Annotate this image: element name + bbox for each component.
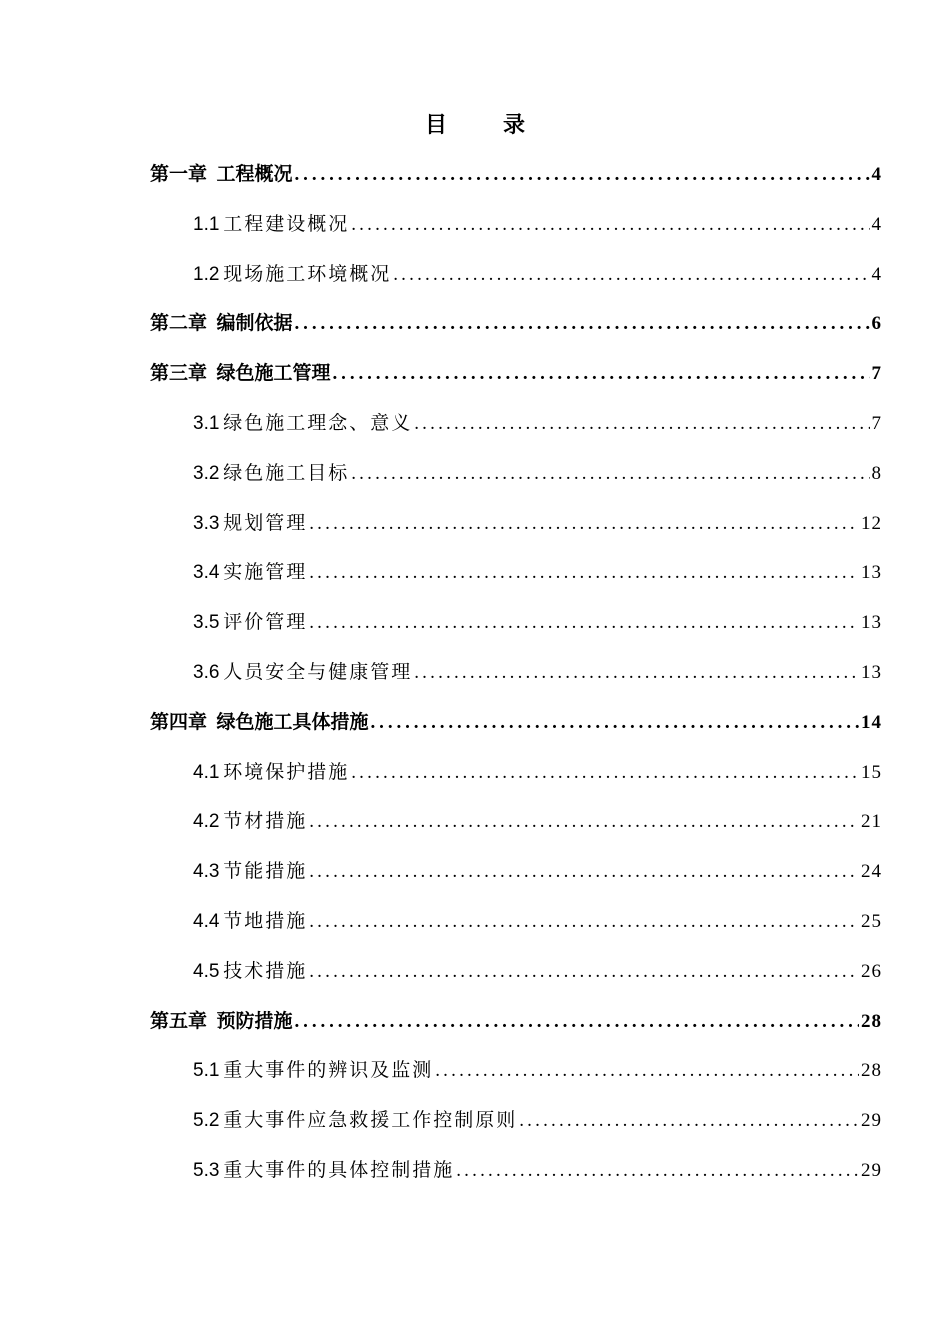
toc-page-number: 12	[861, 512, 882, 534]
toc-entry-number: 4.3	[193, 861, 220, 883]
toc-entry-text: 工程建设概况	[223, 212, 350, 235]
toc-dot-leader	[454, 1156, 859, 1186]
toc-page-number: 28	[861, 1060, 882, 1082]
toc-dot-leader	[307, 957, 859, 987]
toc-section-entry[interactable]	[193, 509, 882, 539]
toc-page-number: 4	[871, 164, 882, 185]
toc-entry-number: 3.4	[193, 562, 220, 584]
toc-entry-label	[193, 957, 307, 987]
toc-dot-leader	[293, 160, 870, 190]
toc-entry-text: 重大事件的具体控制措施	[223, 1159, 455, 1181]
toc-section-entry[interactable]	[193, 758, 882, 788]
toc-entry-label	[193, 459, 349, 489]
toc-entry-text: 实施管理	[223, 561, 308, 584]
toc-entry-number: 3.6	[193, 662, 220, 683]
toc-page-number: 21	[861, 811, 882, 833]
toc-section-entry[interactable]	[193, 957, 882, 987]
toc-page-number: 7	[871, 363, 882, 385]
toc-entry-number: 3.2	[193, 462, 220, 484]
toc-dot-leader	[331, 359, 870, 389]
toc-page-number: 15	[861, 761, 882, 783]
toc-entry-label	[193, 558, 307, 588]
toc-entry-label	[150, 708, 369, 738]
toc-dot-leader	[349, 459, 869, 489]
toc-section-entry[interactable]	[193, 608, 882, 638]
toc-entry-text: 重大事件的辨识及监测	[223, 1059, 434, 1082]
toc-entry-text: 规划管理	[223, 511, 308, 534]
toc-section-entry[interactable]	[193, 558, 882, 588]
toc-dot-leader	[293, 309, 870, 339]
toc-entry-label	[193, 807, 307, 837]
toc-page-number: 29	[861, 1160, 882, 1181]
toc-entry-label	[150, 309, 293, 339]
toc-dot-leader	[412, 409, 869, 439]
toc-dot-leader	[391, 260, 869, 290]
toc-section-entry[interactable]	[193, 260, 882, 290]
toc-chapter-entry[interactable]	[150, 160, 882, 190]
toc-entry-label	[150, 359, 331, 389]
toc-entry-text: 节能措施	[223, 860, 308, 883]
toc-entry-number: 3.5	[193, 612, 220, 634]
toc-dot-leader	[349, 758, 859, 788]
toc-section-entry[interactable]	[193, 907, 882, 937]
toc-section-entry[interactable]	[193, 1056, 882, 1086]
toc-entry-number: 4.2	[193, 811, 220, 833]
toc-page-number: 26	[861, 960, 882, 982]
toc-entry-label	[193, 758, 349, 788]
toc-entry-number: 1.1	[193, 213, 220, 235]
toc-page-number: 6	[871, 313, 882, 335]
toc-entry-label	[150, 1007, 293, 1037]
toc-entry-text: 环境保护措施	[223, 760, 350, 783]
toc-dot-leader	[433, 1056, 859, 1086]
toc-entry-text: 现场施工环境概况	[223, 262, 392, 285]
toc-dot-leader	[307, 857, 859, 887]
toc-section-entry[interactable]	[193, 658, 882, 688]
toc-entry-number: 第二章	[150, 313, 208, 335]
toc-dot-leader	[307, 558, 859, 588]
toc-entry-label	[193, 1156, 454, 1186]
toc-page-number: 25	[861, 911, 882, 932]
toc-entry-label	[193, 210, 349, 240]
toc-entry-text: 预防措施	[216, 1009, 293, 1032]
toc-entry-number: 1.2	[193, 263, 220, 285]
toc-section-entry[interactable]	[193, 210, 882, 240]
toc-entry-number: 第四章	[150, 711, 208, 733]
toc-entry-label	[193, 857, 307, 887]
toc-entry-label	[193, 509, 307, 539]
toc-dot-leader	[307, 807, 859, 837]
toc-title	[0, 108, 950, 139]
toc-entry-text: 绿色施工管理	[216, 362, 331, 385]
toc-entry-text: 绿色施工目标	[223, 461, 350, 484]
toc-entry-number: 4.4	[193, 911, 220, 932]
toc-entry-number: 第一章	[150, 164, 208, 185]
toc-entry-number: 4.5	[193, 960, 220, 982]
toc-entry-label	[193, 658, 412, 688]
toc-page-number: 4	[871, 213, 882, 235]
toc-page-number: 13	[861, 562, 882, 584]
toc-section-entry[interactable]	[193, 459, 882, 489]
toc-entry-number: 5.2	[193, 1110, 220, 1132]
toc-entry-number: 5.3	[193, 1160, 220, 1181]
toc-dot-leader	[517, 1106, 859, 1136]
toc-page-number: 13	[861, 662, 882, 683]
toc-page-number: 7	[871, 413, 882, 434]
toc-page-number: 4	[871, 263, 882, 285]
toc-dot-leader	[307, 509, 859, 539]
toc-title-right: 录	[503, 113, 526, 138]
toc-entry-label	[193, 1106, 517, 1136]
toc-entry-text: 绿色施工理念、意义	[223, 412, 413, 434]
toc-entry-number: 第三章	[150, 363, 208, 385]
toc-entry-text: 工程概况	[216, 163, 293, 185]
toc-section-entry[interactable]	[193, 857, 882, 887]
toc-entry-number: 4.1	[193, 761, 220, 783]
toc-dot-leader	[369, 708, 859, 738]
toc-dot-leader	[307, 608, 859, 638]
toc-section-entry[interactable]	[193, 1106, 882, 1136]
toc-section-entry[interactable]	[193, 807, 882, 837]
toc-entry-label	[150, 160, 293, 190]
toc-entry-text: 技术措施	[223, 959, 308, 982]
toc-entry-text: 编制依据	[216, 312, 293, 335]
toc-entry-text: 重大事件应急救援工作控制原则	[223, 1109, 518, 1132]
toc-entry-number: 3.3	[193, 512, 220, 534]
toc-page-number: 28	[861, 1010, 882, 1032]
toc-page-number: 14	[861, 711, 882, 733]
toc-entry-label	[193, 260, 391, 290]
toc-dot-leader	[349, 210, 869, 240]
toc-title-left: 目	[424, 113, 447, 138]
toc-dot-leader	[307, 907, 859, 937]
toc-chapter-entry[interactable]	[150, 1007, 882, 1037]
toc-section-entry[interactable]	[193, 1156, 882, 1186]
toc-chapter-entry[interactable]	[150, 359, 882, 389]
toc-entry-text: 人员安全与健康管理	[223, 661, 413, 683]
toc-entry-number: 3.1	[193, 413, 220, 434]
toc-page-number: 13	[861, 612, 882, 634]
toc-page-number: 29	[861, 1110, 882, 1132]
toc-entry-label	[193, 1056, 433, 1086]
toc-dot-leader	[412, 658, 859, 688]
toc-entry-label	[193, 907, 307, 937]
toc-section-entry[interactable]	[193, 409, 882, 439]
toc-entry-text: 节材措施	[223, 810, 308, 833]
toc-page-number: 8	[871, 462, 882, 484]
toc-page-number: 24	[861, 861, 882, 883]
toc-entry-text: 节地措施	[223, 910, 308, 932]
toc-chapter-entry[interactable]	[150, 309, 882, 339]
toc-entry-label	[193, 608, 307, 638]
toc-entry-label	[193, 409, 412, 439]
toc-dot-leader	[293, 1007, 859, 1037]
toc-entry-number: 5.1	[193, 1060, 220, 1082]
toc-entry-text: 绿色施工具体措施	[216, 710, 369, 733]
toc-entry-text: 评价管理	[223, 611, 308, 634]
toc-chapter-entry[interactable]	[150, 708, 882, 738]
toc-entry-number: 第五章	[150, 1010, 208, 1032]
